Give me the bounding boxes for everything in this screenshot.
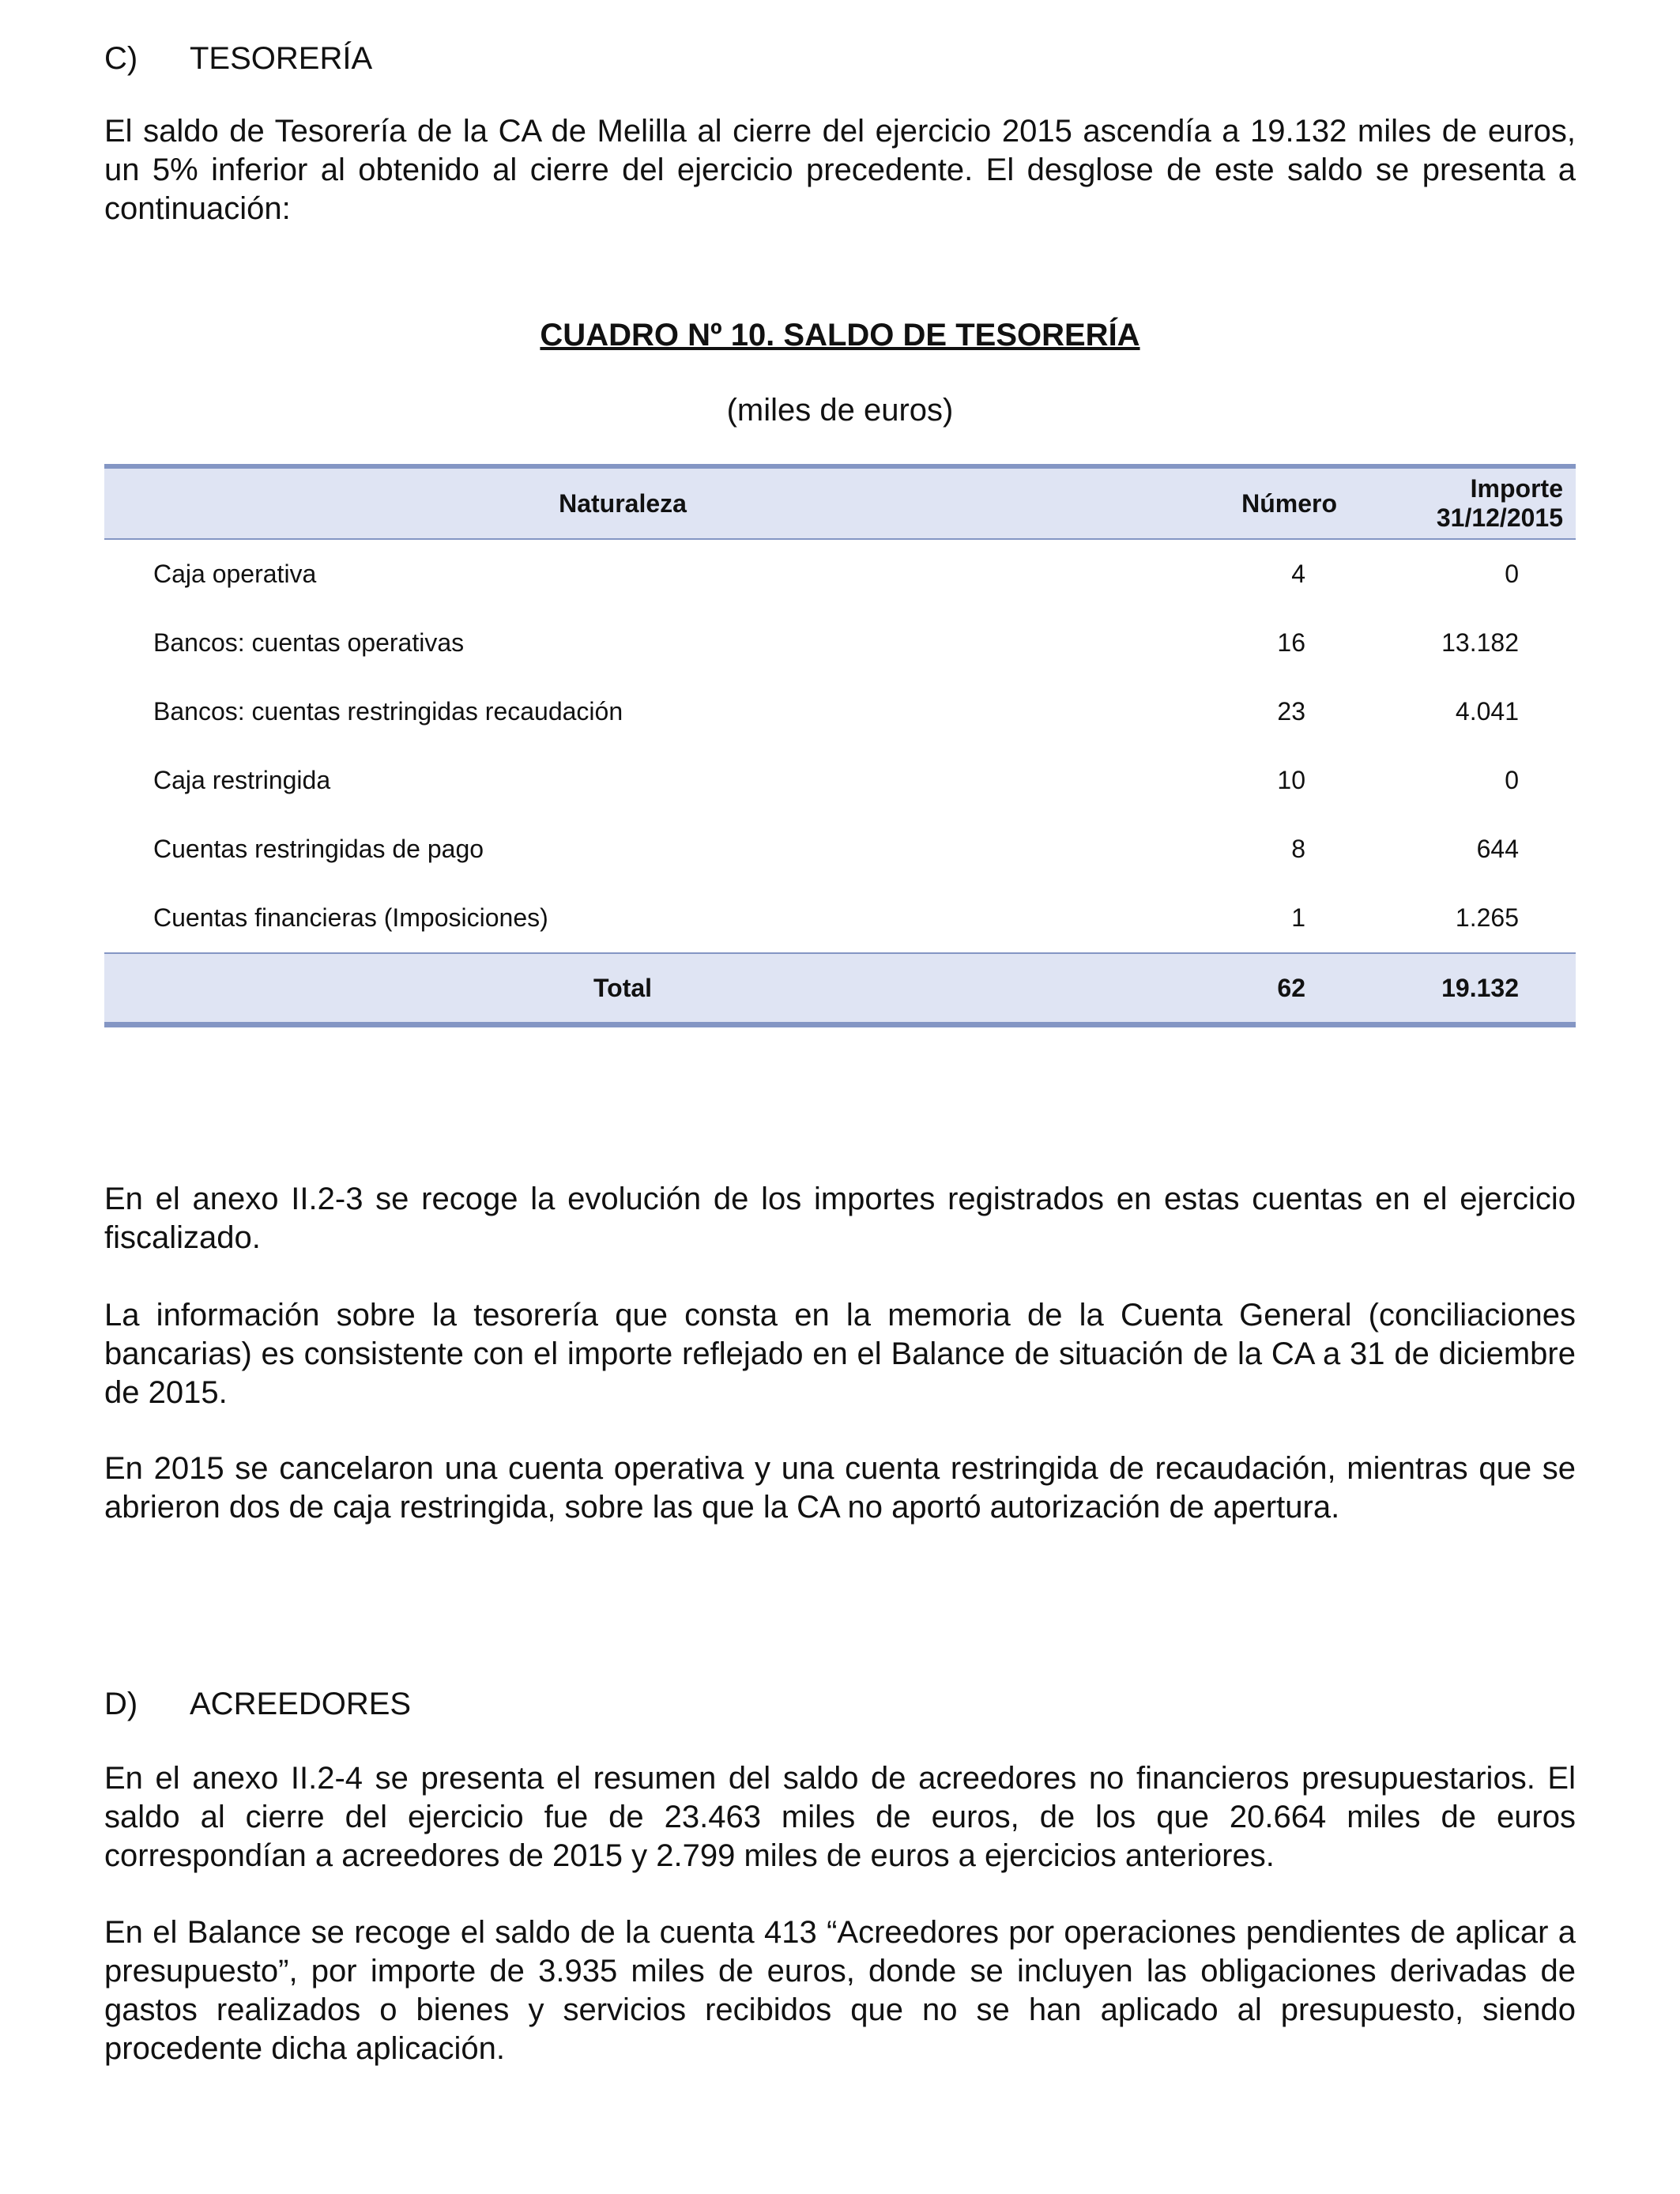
table-total-row [104, 952, 1576, 1022]
section-c-heading [104, 40, 372, 77]
row-amount: 4.041 [1455, 697, 1519, 726]
header-naturaleza: Naturaleza [559, 488, 687, 518]
section-c-intro: El saldo de Tesorería de la CA de Melilla al cierre del ejercicio 2015 ascendía a 19.132 miles de euros, un 5% inferior al obtenido al cierre del ejercicio precedente. El desglose de este saldo se presenta a continuación: [104, 114, 1576, 226]
row-amount: 644 [1476, 835, 1519, 863]
section-d-title: ACREEDORES [190, 1687, 412, 1721]
row-label: Caja restringida [153, 766, 331, 794]
section-c-paragraph: En 2015 se cancelaron una cuenta operativa y una cuenta restringida de recaudación, mientras que se abrieron dos de caja restringida, sobre las que la CA no aportó autorización de apertura. [104, 1451, 1576, 1525]
table-bottom-rule [104, 1022, 1576, 1027]
row-amount: 0 [1505, 560, 1519, 588]
section-c-letter: C) [104, 41, 138, 76]
table-row [104, 540, 1576, 609]
row-amount: 1.265 [1455, 903, 1519, 932]
row-amount: 13.182 [1441, 628, 1519, 657]
section-c-title: TESORERÍA [190, 41, 373, 76]
row-number: 1 [1291, 903, 1305, 932]
row-label: Cuentas restringidas de pago [153, 835, 484, 863]
section-d-letter: D) [104, 1687, 138, 1721]
treasury-table [104, 464, 1576, 1027]
row-number: 8 [1291, 835, 1305, 863]
section-d-heading [104, 1685, 411, 1723]
total-amount: 19.132 [1441, 973, 1519, 1002]
row-label: Cuentas financieras (Imposiciones) [153, 903, 548, 932]
table-caption: CUADRO Nº 10. SALDO DE TESORERÍA [540, 318, 1140, 352]
table-row [104, 815, 1576, 884]
table-units: (miles de euros) [726, 393, 954, 428]
header-importe: Importe 31/12/2015 [1436, 474, 1563, 532]
row-label: Bancos: cuentas operativas [153, 628, 465, 657]
row-amount: 0 [1505, 766, 1519, 794]
section-c-paragraph: La información sobre la tesorería que consta en la memoria de la Cuenta General (conciliaciones bancarias) es consistente con el importe reflejado en el Balance de situación de la CA a 31 de diciembre de 2015. [104, 1298, 1576, 1410]
table-row [104, 609, 1576, 677]
section-d-paragraph: En el Balance se recoge el saldo de la cuenta 413 “Acreedores por operaciones pendientes de aplicar a presupuesto”, por importe de 3.935 miles de euros, donde se incluyen las obligaciones derivadas de gastos realizados o bienes y servicios recibidos que no se han aplicado al presupuesto, siendo procedente dicha aplicación. [104, 1915, 1576, 2066]
row-label: Caja operativa [153, 560, 317, 588]
table-header-row [104, 469, 1576, 540]
row-number: 23 [1277, 697, 1305, 726]
table-row [104, 677, 1576, 746]
total-label: Total [593, 973, 653, 1002]
total-number: 62 [1277, 973, 1305, 1002]
section-c-paragraph: En el anexo II.2-3 se recoge la evolución de los importes registrados en estas cuentas en el ejercicio fiscalizado. [104, 1182, 1576, 1255]
row-number: 10 [1277, 766, 1305, 794]
header-numero: Número [1241, 488, 1337, 518]
table-row [104, 884, 1576, 952]
section-d-paragraph: En el anexo II.2-4 se presenta el resumen del saldo de acreedores no financieros presupuestarios. El saldo al cierre del ejercicio fue de 23.463 miles de euros, de los que 20.664 miles de euros correspondían a acreedores de 2015 y 2.799 miles de euros a ejercicios anteriores. [104, 1761, 1576, 1873]
row-number: 4 [1291, 560, 1305, 588]
table-row [104, 746, 1576, 815]
row-number: 16 [1277, 628, 1305, 657]
row-label: Bancos: cuentas restringidas recaudación [153, 697, 623, 726]
